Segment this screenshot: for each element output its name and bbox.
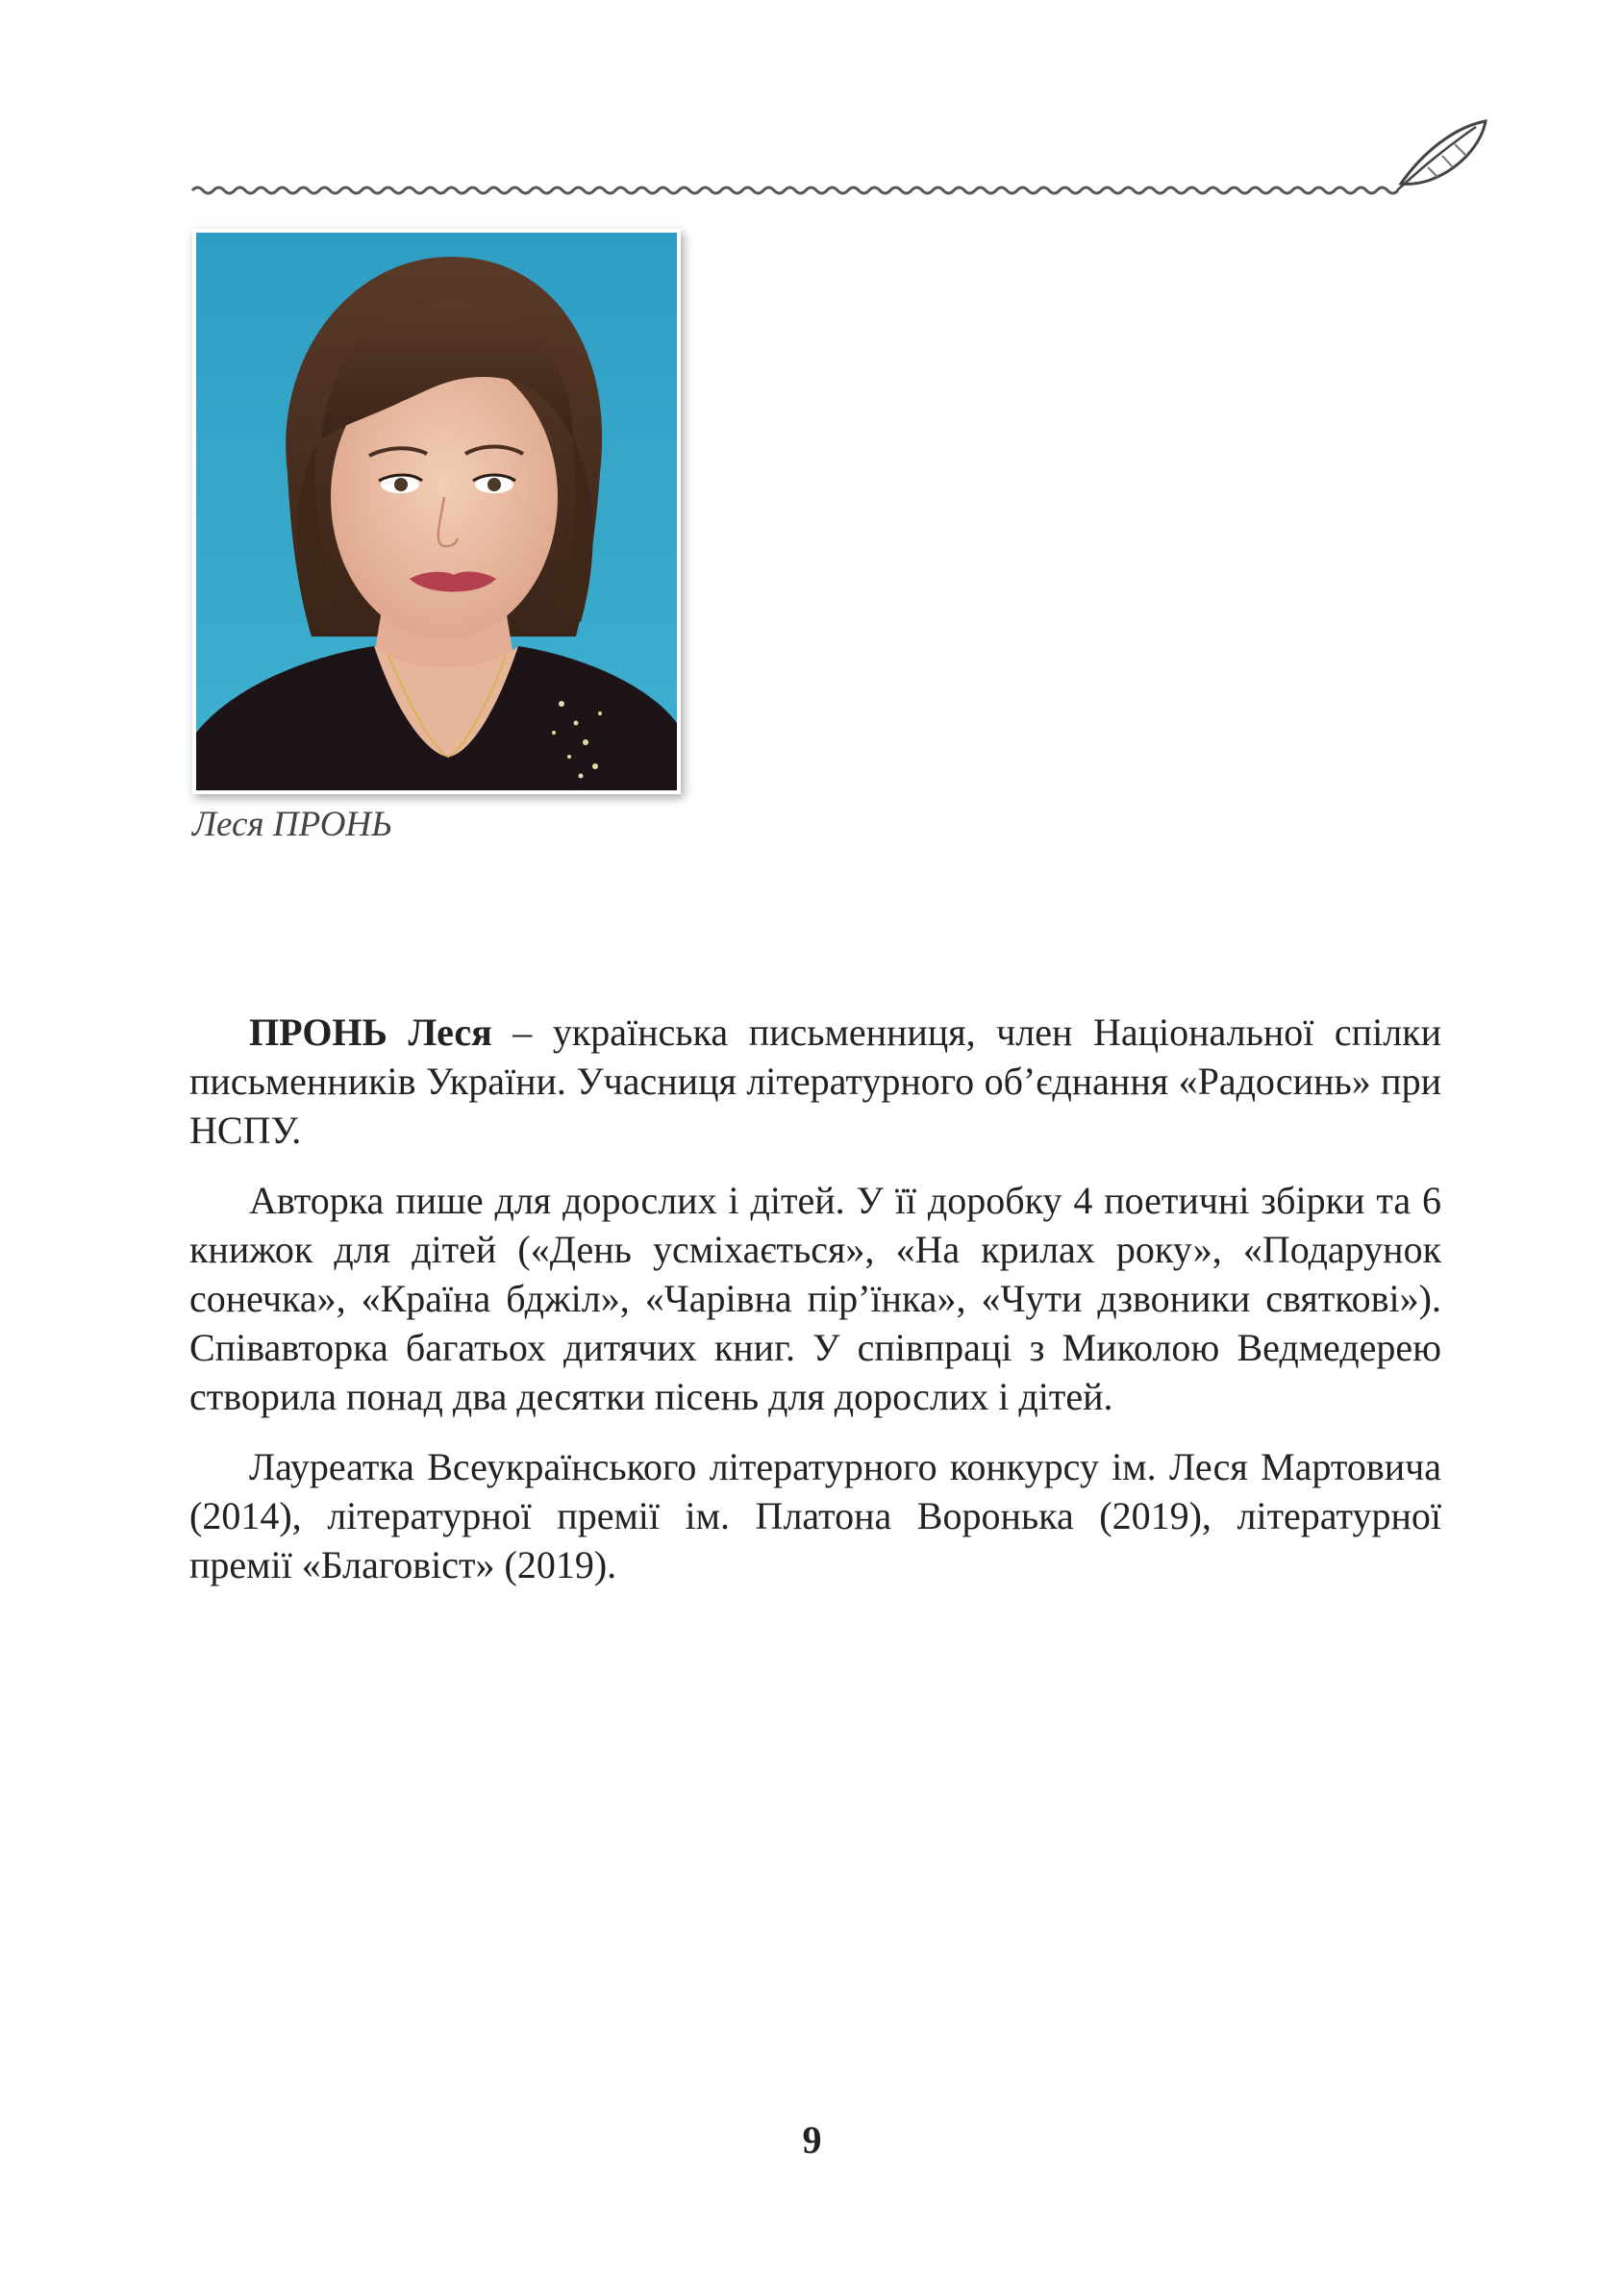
photo-caption: Леся ПРОНЬ xyxy=(192,805,392,844)
bio-paragraph-1-text: – українська письменниця, член Національної спілки письменників України. Учасниця літературного об’єднання «Радосинь» при НСПУ. xyxy=(189,1011,1441,1152)
bio-paragraph-2: Авторка пише для дорослих і дітей. У її доробку 4 поетичні збірки та 6 книжок для дітей («День усміхається», «На крилах року», «Подарунок сонечка», «Країна бджіл», «Чарівна пір’їнка», «Чути дзвоники святкові»). Співавторка багатьох дитячих книг. У співпраці з Миколою Ведмедерею створила понад два десятки пісень для дорослих і дітей. xyxy=(189,1179,1441,1418)
bio-paragraph-3: Лауреатка Всеукраїнського літературного конкурсу ім. Леся Мартовича (2014), літературної премії ім. Платона Воронька (2019), літературної премії «Благовіст» (2019). xyxy=(189,1445,1441,1586)
wavy-line-with-feather-quill-icon xyxy=(187,113,1500,210)
author-name-lead: ПРОНЬ Леся xyxy=(249,1011,492,1054)
bio-paragraph-1 xyxy=(189,1008,1441,1155)
biography-text xyxy=(189,1008,1441,1610)
feather-quill-icon xyxy=(1397,121,1486,190)
page-number: 9 xyxy=(802,2118,822,2161)
portrait-photo xyxy=(192,229,681,794)
